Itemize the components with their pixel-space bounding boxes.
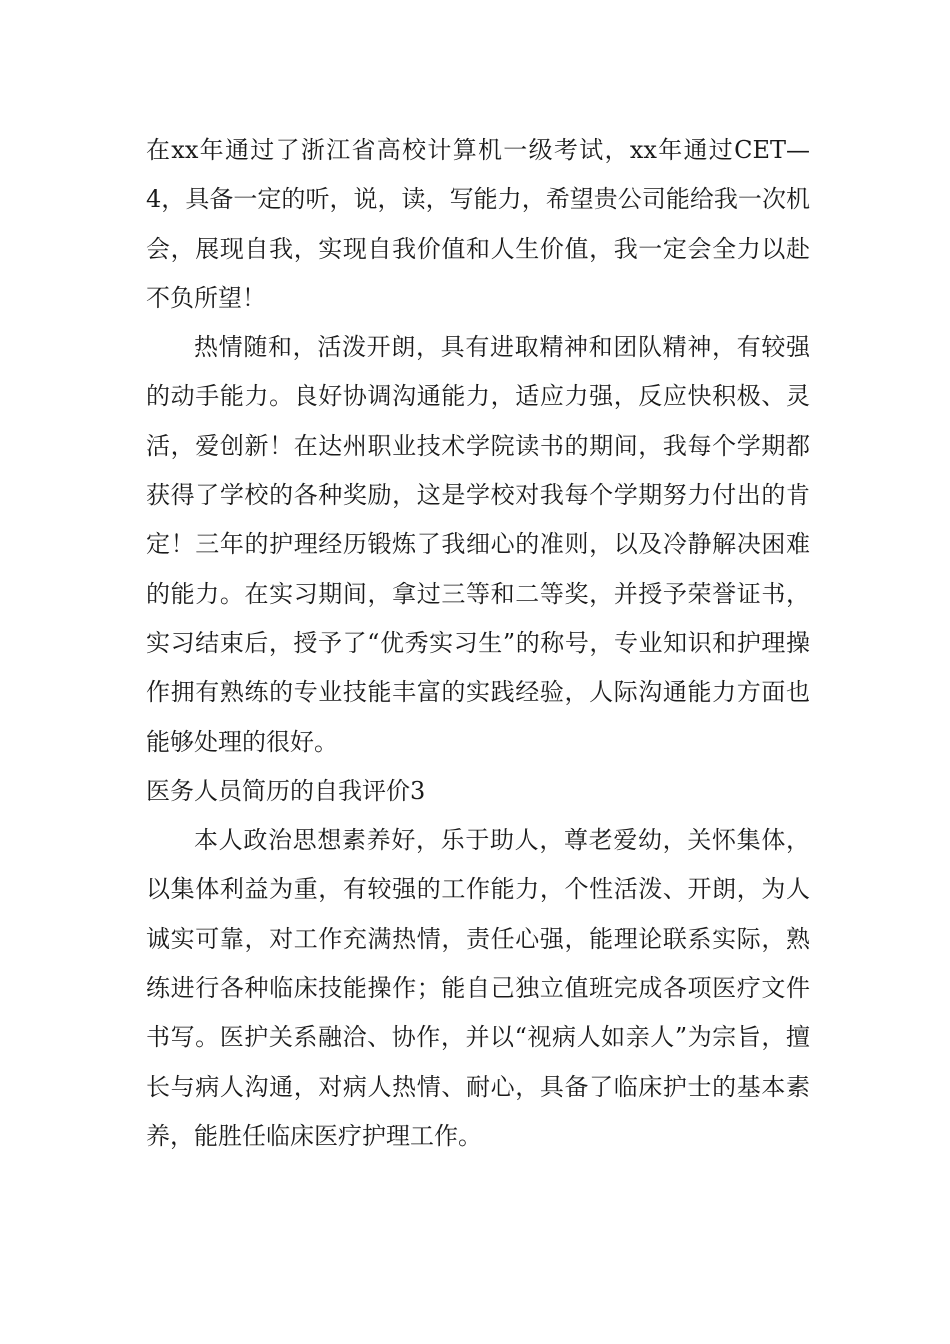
section-heading: 医务人员简历的自我评价3	[146, 776, 426, 805]
paragraph-self-evaluation: 本人政治思想素养好，乐于助人，尊老爱幼，关怀集体，以集体利益为重，有较强的工作能力，个性活泼、开朗，为人诚实可靠，对工作充满热情，责任心强，能理论联系实际，熟练进行各种临床技能操作；能自己独立值班完成各项医疗文件书写。医护关系融洽、协作，并以“视病人如亲人”为宗旨，擅长与病人沟通，对病人热情、耐心，具备了临床护士的基本素养，能胜任临床医疗护理工作。	[146, 826, 810, 1150]
document-body	[146, 126, 810, 1161]
paragraph-exam-certificates: 在xx年通过了浙江省高校计算机一级考试，xx年通过CET—4，具备一定的听，说，读，写能力，希望贵公司能给我一次机会，展现自我，实现自我价值和人生价值，我一定会全力以赴不负所望！	[146, 136, 810, 312]
paragraph-personality-awards: 热情随和，活泼开朗，具有进取精神和团队精神，有较强的动手能力。良好协调沟通能力，适应力强，反应快积极、灵活，爱创新！在达州职业技术学院读书的期间，我每个学期都获得了学校的各种奖励，这是学校对我每个学期努力付出的肯定！三年的护理经历锻炼了我细心的准则，以及冷静解决困难的能力。在实习期间，拿过三等和二等奖，并授予荣誉证书，实习结束后，授予了“优秀实习生”的称号，专业知识和护理操作拥有熟练的专业技能丰富的实践经验，人际沟通能力方面也能够处理的很好。	[146, 333, 810, 756]
